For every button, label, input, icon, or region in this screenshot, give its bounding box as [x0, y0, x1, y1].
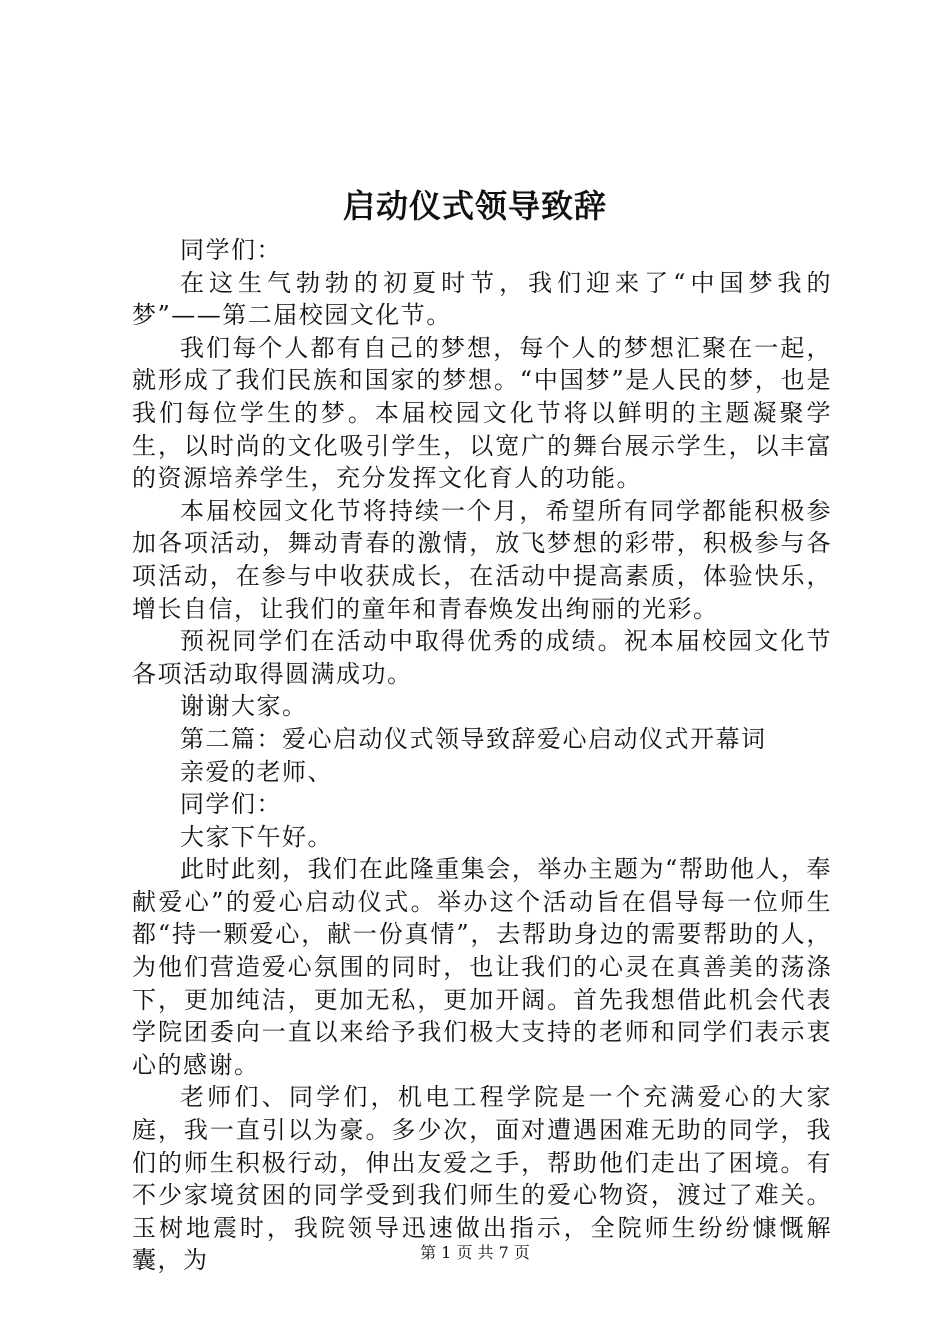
paragraph-salutation: 同学们：: [180, 236, 282, 264]
paragraph-salutation: 亲爱的老师、: [180, 757, 333, 786]
paragraph: 本届校园文化节将持续一个月，希望所有同学都能积极参加各项活动，舞动青春的激情，放飞梦想的彩带，积极参与各项活动，在参与中收获成长，在活动中提高素质，体验快乐，增长自信，让我们的童年和青春焕发出绚丽的光彩。: [132, 496, 832, 623]
document-title: 启动仪式领导致辞: [342, 187, 607, 225]
page-footer: 第 1 页 共 7 页: [420, 1243, 530, 1262]
document-body: [132, 234, 832, 1277]
paragraph: 此时此刻，我们在此隆重集会，举办主题为“帮助他人，奉献爱心”的爱心启动仪式。举办这个活动旨在倡导每一位师生都“持一颗爱心，献一份真情”，去帮助身边的需要帮助的人，为他们营造爱心氛围的同时，也让我们的心灵在真善美的荡涤下，更加纯洁，更加无私，更加开阔。首先我想借此机会代表学院团委向一直以来给予我们极大支持的老师和同学们表示衷心的感谢。: [132, 855, 832, 1079]
paragraph-salutation: 同学们：: [180, 790, 282, 819]
paragraph: 老师们、同学们，机电工程学院是一个充满爱心的大家庭，我一直引以为豪。多少次，面对遭遇困难无助的同学，我们的师生积极行动，伸出友爱之手，帮助他们走出了困境。有不少家境贫困的同学受到我们师生的爱心物资，渡过了难关。玉树地震时，我院领导迅速做出指示，全院师生纷纷慷慨解囊，为: [132, 1083, 832, 1275]
section-heading: 第二篇：爱心启动仪式领导致辞爱心启动仪式开幕词: [180, 724, 767, 753]
paragraph: 我们每个人都有自己的梦想，每个人的梦想汇聚在一起，就形成了我们民族和国家的梦想。“中国梦”是人民的梦，也是我们每位学生的梦。本届校园文化节将以鲜明的主题凝聚学生，以时尚的文化吸引学生，以宽广的舞台展示学生，以丰富的资源培养学生，充分发挥文化育人的功能。: [132, 333, 832, 493]
paragraph: 预祝同学们在活动中取得优秀的成绩。祝本届校园文化节各项活动取得圆满成功。: [132, 627, 832, 688]
paragraph: 在这生气勃勃的初夏时节，我们迎来了“中国梦我的梦”——第二届校园文化节。: [132, 268, 832, 330]
paragraph: 大家下午好。: [180, 822, 333, 851]
paragraph: 谢谢大家。: [180, 692, 308, 721]
